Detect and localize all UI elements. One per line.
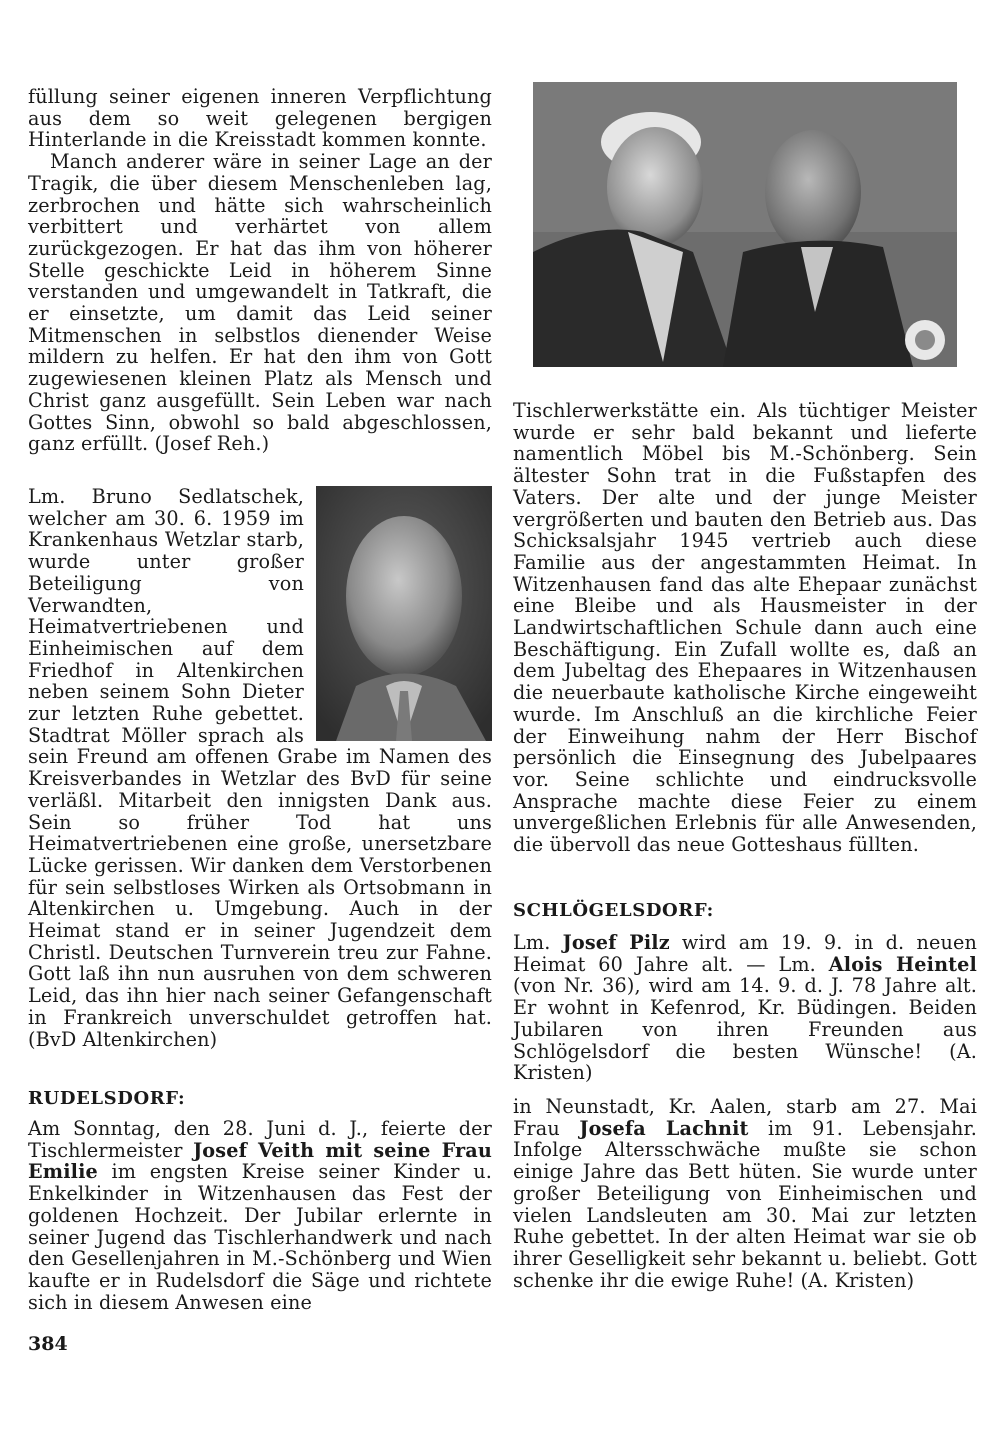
couple-photo — [533, 82, 957, 367]
section-heading-rudelsdorf: RUDELSDORF: — [28, 1088, 186, 1109]
text: im engsten Kreise seiner Kinder u. Enkelkinder in Witzenhausen das Fest der goldenen Hochzeit. Der Jubilar erlernte in seiner Jugend das Tischlerhandwerk und nach den Gesellenjahren in M.-Schönberg und Wien kaufte er in Rudelsdorf die Säge und richtete sich in diesem Anwesen eine — [28, 1160, 492, 1314]
article-rudelsdorf-continued — [513, 400, 977, 856]
paragraph: Tischlerwerkstätte ein. Als tüchtiger Meister wurde er sehr bald bekannt und lieferte namentlich Möbel bis M.-Schönberg. Sein ältester Sohn trat in die Fußstapfen des Vaters. Der alte und der junge Meister vergrößerten und bauten den Betrieb aus. Das Schicksalsjahr 1945 vertrieb auch diese Familie aus der angestammten Heimat. In Witzenhausen fand das alte Ehepaar zunächst eine Bleibe und als Hausmeister in der Landwirtschaftlichen Schule dann auch eine Beschäftigung. Ein Zufall wollte es, daß an dem Jubeltag des Ehepaares in Witzenhausen die neuerbaute katholische Kirche eingeweiht wurde. Im Anschluß an die kirchliche Feier der Einweihung nahm der Herr Bischof persönlich die Einsegnung des Jubelpaares vor. Seine schlichte und eindrucksvolle Ansprache machte diese Feier zu einem unvergeßlichen Erlebnis für alle Anwesenden, die übervoll das neue Gotteshaus füllten. — [513, 399, 977, 857]
couple-image — [533, 82, 957, 367]
text: in Neunstadt, Kr. Aalen, starb am 27. Mai Frau — [513, 1095, 977, 1140]
article-schloegelsdorf-birthdays — [513, 932, 977, 1084]
portrait-image — [316, 486, 492, 741]
article-continuation — [28, 86, 492, 455]
obituary-text: Lm. Bruno Sedlatschek, welcher am 30. 6. 1959 im Krankenhaus Wetzlar starb, wurde unter großer Beteiligung von Verwandten, Heimatvertriebenen und Einheimischen auf dem Friedhof in Altenkirchen neben seinem Sohn Dieter zur letzten Ruhe gebettet. Stadtrat Möller sprach als sein Freund am offenen Grabe im Namen des Kreisverbandes in Wetzlar des BvD für seine verläßl. Mitarbeit den innigsten Dank aus. Sein so früher Tod hat uns Heimatvertriebenen eine große, unersetzbare Lücke gerissen. Wir danken dem Verstorbenen für sein selbstloses Wirken als Ortsobmann in Altenkirchen u. Umgebung. Auch in der Heimat stand er in seiner Jugendzeit dem Christl. Deutschen Turnverein treu zur Fahne. Gott laß ihn nun ausruhen von dem schweren Leid, das ihn hier nach seiner Gefangenschaft in Frankreich unverschuldet getroffen hat. (BvD Altenkirchen) — [28, 485, 492, 1051]
article-rudelsdorf — [28, 1118, 492, 1313]
honoree-names: Josef Veith mit seine Frau Emilie — [28, 1138, 492, 1184]
text: Am Sonntag, den 28. Juni d. J., feierte der Tischlermeister — [28, 1117, 492, 1162]
paragraph: füllung seiner eigenen inneren Verpflichtung aus dem so weit gelegenen bergigen Hinterlande in die Kreisstadt kommen konnte. — [28, 85, 492, 152]
obituary-sedlatschek — [28, 486, 492, 1050]
paragraph: Manch anderer wäre in seiner Lage an der Tragik, die über diesem Menschenleben lag, zerbrochen und hätte sich wahrscheinlich verbittert und verhärtet von allem zurückgezogen. Er hat das ihm von höherer Stelle geschickte Leid in höherem Sinne verstanden und umgewandelt in Tatkraft, die er einsetzte, um damit das Leid seiner Mitmenschen in selbstlos dienender Weise mildern zu helfen. Er hat den ihm von Gott zugewiesenen kleinen Platz als Mensch und Christ ganz ausgefüllt. Sein Leben war nach Gottes Sinn, obwohl so bald abgeschlossen, ganz erfüllt. (Josef Reh.) — [28, 150, 492, 456]
person-name: Josef Pilz — [562, 931, 670, 954]
person-name: Alois Heintel — [828, 952, 977, 976]
page-number: 384 — [28, 1333, 68, 1355]
text: wird am 19. 9. in d. neuen Heimat 60 Jahre alt. — Lm. — [513, 931, 977, 976]
article-schloegelsdorf-obituary — [513, 1096, 977, 1291]
section-heading-schloegelsdorf: SCHLÖGELSDORF: — [513, 900, 714, 921]
portrait-photo — [316, 486, 492, 741]
text: im 91. Lebensjahr. Infolge Altersschwäche mußte sie schon einige Jahre das Bett hüten. Sie wurde unter großer Beteiligung von Einheimischen und vielen Landsleuten am 30. Mai zur letzten Ruhe gebettet. In der alten Heimat war sie ob ihrer Geselligkeit sehr bekannt u. beliebt. Gott schenke ihr die ewige Ruhe! (A. Kristen) — [513, 1116, 978, 1292]
text: (von Nr. 36), wird am 14. 9. d. J. 78 Jahre alt. Er wohnt in Kefenrod, Kr. Büdingen. Beiden Jubilaren von ihren Freunden aus Schlögelsdorf die besten Wünsche! (A. Kristen) — [513, 974, 977, 1085]
person-name: Josefa Lachnit — [579, 1116, 749, 1140]
text: Lm. — [513, 931, 563, 954]
